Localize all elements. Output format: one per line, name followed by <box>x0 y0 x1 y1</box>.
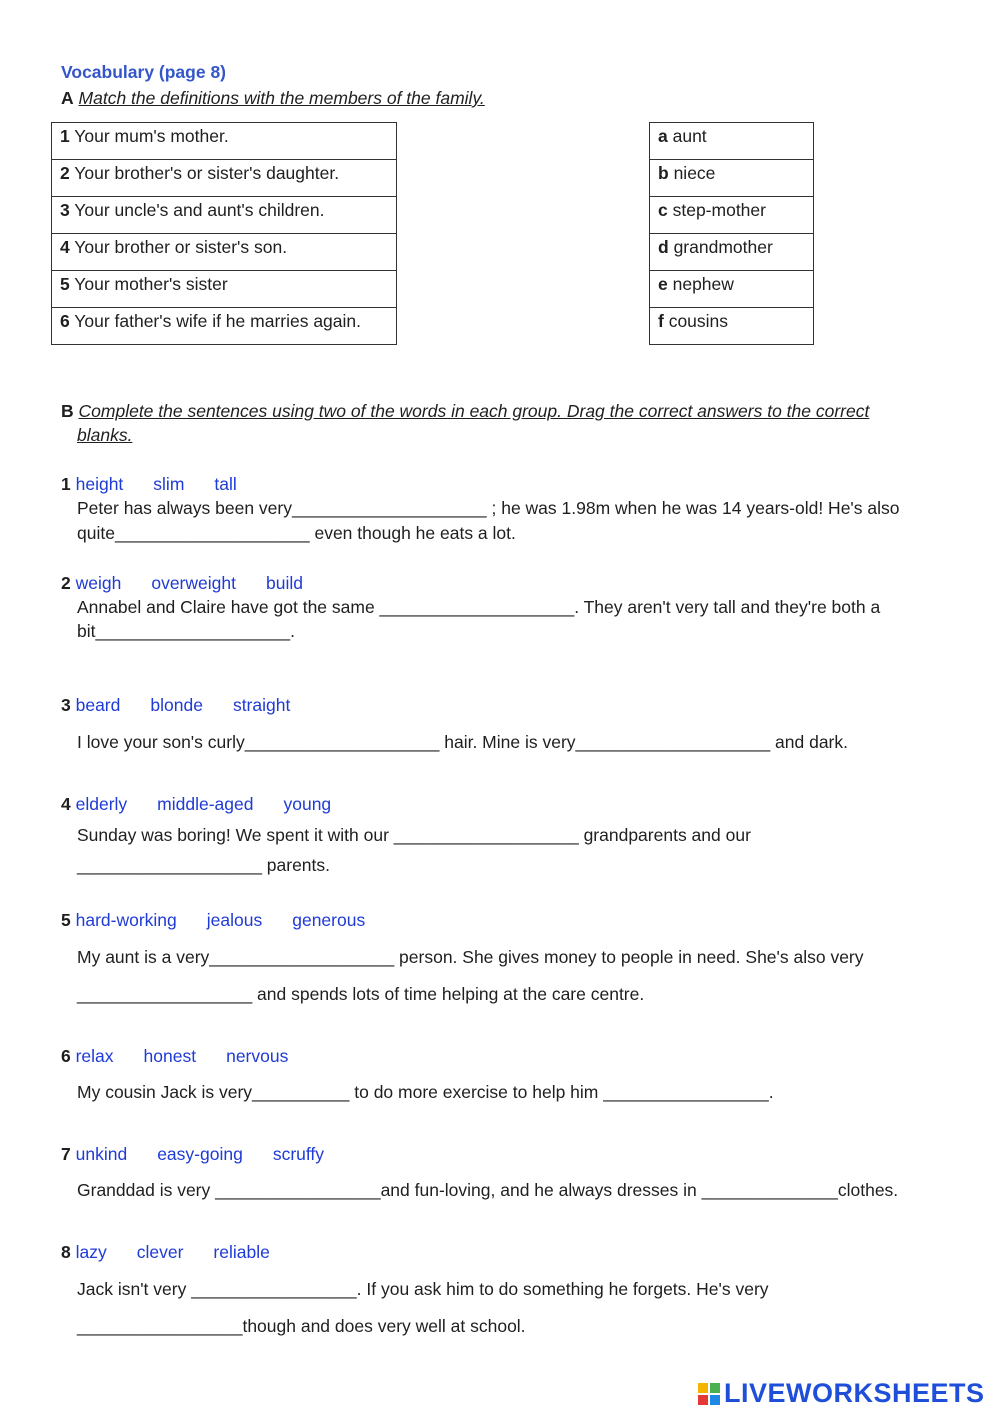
draggable-word[interactable]: height <box>75 474 124 494</box>
table-row <box>52 123 397 160</box>
sentence-line[interactable]: bit____________________. <box>77 621 295 641</box>
draggable-word[interactable]: young <box>283 794 332 814</box>
definition-text: Your brother's or sister's daughter. <box>74 163 340 183</box>
definition-text: Your uncle's and aunt's children. <box>74 200 325 220</box>
word-group <box>61 695 320 716</box>
answer-text: cousins <box>668 311 729 331</box>
definition-cell[interactable] <box>52 271 397 308</box>
answer-letter: a <box>658 126 668 146</box>
draggable-word[interactable]: lazy <box>75 1242 107 1262</box>
draggable-word[interactable]: jealous <box>206 910 263 930</box>
answer-cell[interactable] <box>650 197 814 234</box>
item-number: 2 <box>61 573 71 593</box>
answer-cell[interactable] <box>650 308 814 345</box>
sentence-line[interactable]: Peter has always been very____________________ ; he was 1.98m when he was 14 years-old! He's also <box>77 498 900 518</box>
sentence-line[interactable]: I love your son's curly____________________ hair. Mine is very____________________ and dark. <box>77 732 848 752</box>
draggable-word[interactable]: weigh <box>75 573 122 593</box>
draggable-word[interactable]: slim <box>153 474 185 494</box>
item-number: 4 <box>61 794 71 814</box>
definition-cell[interactable] <box>52 123 397 160</box>
table-row <box>650 271 814 308</box>
draggable-word[interactable]: clever <box>136 1242 184 1262</box>
part-b-instruction <box>61 401 869 422</box>
table-row <box>650 234 814 271</box>
part-b-instruction-text: Complete the sentences using two of the words in each group. Drag the correct answers to the correct <box>78 401 870 421</box>
draggable-word[interactable]: reliable <box>213 1242 270 1262</box>
sentence-line[interactable]: quite____________________ even though he eats a lot. <box>77 523 516 543</box>
table-row <box>52 234 397 271</box>
definition-number: 3 <box>60 200 70 220</box>
answer-letter: b <box>658 163 669 183</box>
definition-cell[interactable] <box>52 308 397 345</box>
part-b-instruction-cont: blanks. <box>77 425 133 445</box>
definitions-table <box>51 122 397 345</box>
answer-cell[interactable] <box>650 234 814 271</box>
table-row <box>52 308 397 345</box>
answer-text: nephew <box>672 274 734 294</box>
definition-number: 2 <box>60 163 70 183</box>
sentence-line[interactable]: Granddad is very _________________and fun-loving, and he always dresses in ______________clothes. <box>77 1180 899 1200</box>
table-row <box>650 308 814 345</box>
page-title: Vocabulary (page 8) <box>61 62 227 82</box>
draggable-word[interactable]: tall <box>214 474 237 494</box>
answer-letter: f <box>658 311 664 331</box>
sentence-line[interactable]: __________________ and spends lots of time helping at the care centre. <box>77 984 645 1004</box>
definition-number: 1 <box>60 126 70 146</box>
draggable-word[interactable]: beard <box>75 695 121 715</box>
draggable-word[interactable]: generous <box>292 910 366 930</box>
sentence-line[interactable]: Sunday was boring! We spent it with our ___________________ grandparents and our <box>77 825 751 845</box>
definition-number: 4 <box>60 237 70 257</box>
definition-text: Your brother or sister's son. <box>74 237 288 257</box>
answer-letter: d <box>658 237 669 257</box>
part-b-letter: B <box>61 401 74 421</box>
draggable-word[interactable]: honest <box>143 1046 197 1066</box>
answer-cell[interactable] <box>650 160 814 197</box>
item-number: 5 <box>61 910 71 930</box>
table-row <box>650 123 814 160</box>
answer-text: grandmother <box>673 237 773 257</box>
definition-cell[interactable] <box>52 197 397 234</box>
word-group <box>61 1046 318 1067</box>
draggable-word[interactable]: easy-going <box>157 1144 243 1164</box>
part-a-instruction <box>61 88 485 109</box>
definition-number: 6 <box>60 311 70 331</box>
word-group <box>61 794 361 815</box>
definition-cell[interactable] <box>52 234 397 271</box>
sentence-line[interactable]: Annabel and Claire have got the same ____________________. They aren't very tall and they're both a <box>77 597 881 617</box>
logo-blocks-icon <box>698 1383 720 1405</box>
table-row <box>52 271 397 308</box>
answers-table <box>649 122 814 345</box>
part-a-instruction-text: Match the definitions with the members of the family. <box>78 88 485 108</box>
answer-cell[interactable] <box>650 271 814 308</box>
word-group <box>61 573 333 594</box>
liveworksheets-logo <box>698 1378 985 1409</box>
item-number: 7 <box>61 1144 71 1164</box>
draggable-word[interactable]: straight <box>232 695 291 715</box>
draggable-word[interactable]: elderly <box>75 794 128 814</box>
item-number: 3 <box>61 695 71 715</box>
sentence-line[interactable]: My cousin Jack is very__________ to do more exercise to help him _________________. <box>77 1082 774 1102</box>
definition-text: Your mum's mother. <box>74 126 229 146</box>
table-row <box>650 160 814 197</box>
table-row <box>52 160 397 197</box>
word-group <box>61 1144 354 1165</box>
definition-text: Your mother's sister <box>74 274 228 294</box>
item-number: 1 <box>61 474 71 494</box>
definition-number: 5 <box>60 274 70 294</box>
table-row <box>52 197 397 234</box>
word-group <box>61 1242 300 1263</box>
draggable-word[interactable]: blonde <box>150 695 203 715</box>
word-group <box>61 474 267 495</box>
part-a-letter: A <box>61 88 74 108</box>
sentence-line[interactable]: My aunt is a very___________________ person. She gives money to people in need. She's also very <box>77 947 864 967</box>
draggable-word[interactable]: build <box>265 573 303 593</box>
draggable-word[interactable]: hard-working <box>75 910 177 930</box>
definition-text: Your father's wife if he marries again. <box>74 311 362 331</box>
answer-letter: c <box>658 200 668 220</box>
answer-text: aunt <box>672 126 707 146</box>
item-number: 6 <box>61 1046 71 1066</box>
answer-text: niece <box>673 163 716 183</box>
logo-text: LIVEWORKSHEETS <box>724 1378 985 1408</box>
draggable-word[interactable]: unkind <box>75 1144 128 1164</box>
answer-text: step-mother <box>672 200 766 220</box>
answer-letter: e <box>658 274 668 294</box>
draggable-word[interactable]: middle-aged <box>157 794 254 814</box>
draggable-word[interactable]: scruffy <box>272 1144 325 1164</box>
definition-cell[interactable] <box>52 160 397 197</box>
draggable-word[interactable]: nervous <box>226 1046 289 1066</box>
word-group <box>61 910 395 931</box>
answer-cell[interactable] <box>650 123 814 160</box>
sentence-line[interactable]: Jack isn't very _________________. If you ask him to do something he forgets. He's very <box>77 1279 769 1299</box>
draggable-word[interactable]: overweight <box>151 573 236 593</box>
item-number: 8 <box>61 1242 71 1262</box>
draggable-word[interactable]: relax <box>75 1046 114 1066</box>
sentence-line[interactable]: _________________though and does very well at school. <box>77 1316 526 1336</box>
sentence-line[interactable]: ___________________ parents. <box>77 855 331 875</box>
table-row <box>650 197 814 234</box>
